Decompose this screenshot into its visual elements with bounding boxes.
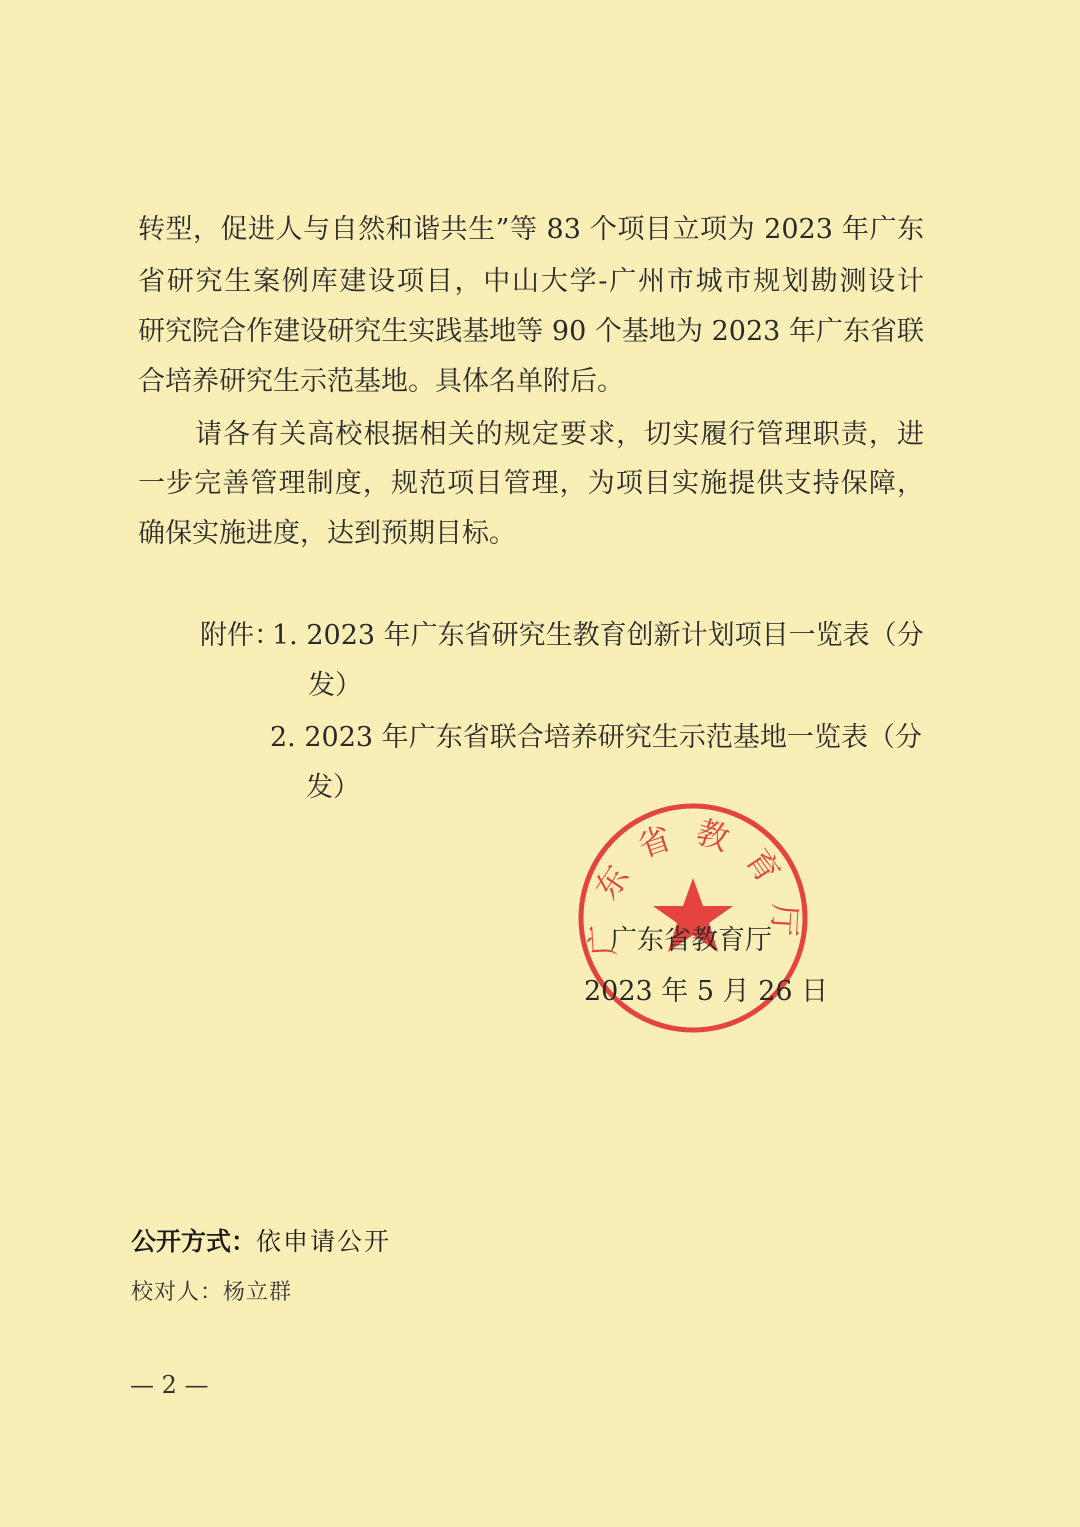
seal-text: 广东省教育厅	[581, 812, 805, 958]
disclosure-label: 公开方式：	[131, 1227, 257, 1256]
paragraph2-line-3: 确保实施进度，达到预期目标。	[138, 518, 516, 549]
paragraph1-line-1: 转型，促进人与自然和谐共生”等 83 个项目立项为 2023 年广东	[138, 214, 924, 245]
paragraph2-line-2: 一步完善管理制度，规范项目管理，为项目实施提供支持保障，	[138, 468, 924, 499]
disclosure-value: 依申请公开	[256, 1227, 392, 1256]
attachments-prefix: 附件：	[200, 620, 281, 651]
issuer-name: 广东省教育厅	[610, 925, 772, 956]
attachment-2-line-2: 发）	[306, 772, 360, 803]
attachment-1-line-1: 1. 2023 年广东省研究生教育创新计划项目一览表（分	[272, 620, 924, 651]
page-number: — 2 —	[130, 1371, 209, 1399]
attachment-1-line-2: 发）	[308, 670, 362, 701]
proofreader: 校对人：杨立群	[131, 1280, 293, 1305]
attachment-2-line-1: 2. 2023 年广东省联合培养研究生示范基地一览表（分	[270, 722, 922, 753]
disclosure-line	[131, 1224, 391, 1260]
issue-date: 2023 年 5 月 26 日	[584, 976, 829, 1007]
paragraph2-line-1: 请各有关高校根据相关的规定要求，切实履行管理职责，进	[195, 419, 924, 450]
paragraph1-line-2: 省研究生案例库建设项目，中山大学-广州市城市规划勘测设计	[138, 266, 924, 297]
paragraph1-line-4: 合培养研究生示范基地。具体名单附后。	[138, 366, 624, 397]
paragraph1-line-3: 研究院合作建设研究生实践基地等 90 个基地为 2023 年广东省联	[138, 316, 924, 347]
